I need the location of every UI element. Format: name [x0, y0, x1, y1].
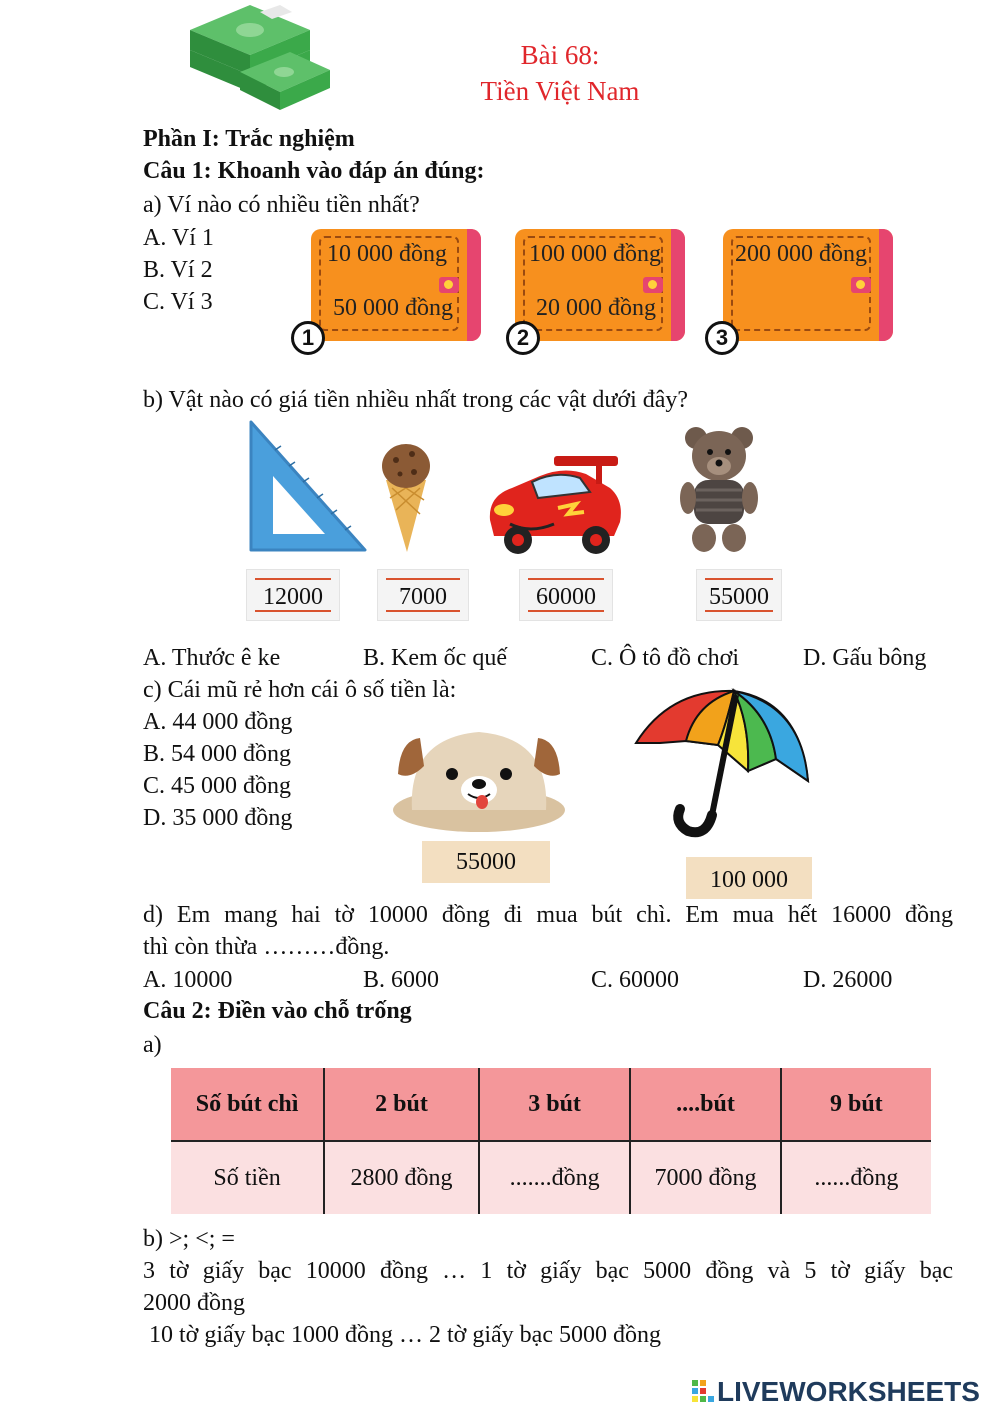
ice-cream-icon	[378, 440, 434, 555]
q1c-option-b[interactable]: B. 54 000 đồng	[143, 741, 292, 767]
q1b-option-c[interactable]: C. Ô tô đồ chơi	[591, 645, 740, 671]
wallet-2-number: 2	[506, 321, 540, 355]
wallet-clasp-icon	[643, 277, 663, 293]
wallet-3	[723, 229, 893, 341]
q1a-question: a) Ví nào có nhiều tiền nhất?	[143, 192, 420, 218]
lesson-number: Bài 68:	[520, 40, 600, 70]
q1a-option-c[interactable]: C. Ví 3	[143, 289, 213, 315]
q1d-option-b[interactable]: B. 6000	[363, 967, 440, 993]
set-square-icon	[245, 418, 370, 558]
q2b-line1: 3 tờ giấy bạc 10000 đồng … 1 tờ giấy bạc 5000 đồng và 5 tờ giấy bạc	[143, 1258, 953, 1284]
wallet-2-top-amount: 100 000 đồng	[529, 241, 661, 267]
table-cell: 2800 đồng	[324, 1141, 479, 1214]
q2b-line3: 10 tờ giấy bạc 1000 đồng … 2 tờ giấy bạc 5000 đồng	[143, 1322, 661, 1348]
wallet-3-top-amount: 200 000 đồng	[735, 241, 867, 267]
toy-car-icon	[484, 448, 626, 558]
price-tag-car: 60000	[519, 569, 613, 621]
wallet-clasp-icon	[439, 277, 459, 293]
q2b-line2: 2000 đồng	[143, 1290, 245, 1316]
q2-heading: Câu 2: Điền vào chỗ trống	[143, 998, 412, 1024]
q1b-question: b) Vật nào có giá tiền nhiều nhất trong các vật dưới đây?	[143, 387, 689, 413]
liveworksheets-brand: LIVEWORKSHEETS	[717, 1376, 980, 1407]
price-tag-ruler: 12000	[246, 569, 340, 621]
price-tag-umbrella: 100 000	[686, 857, 812, 899]
wallet-1-number: 1	[291, 321, 325, 355]
teddy-bear-icon	[680, 424, 758, 554]
price-tag-ice-cream: 7000	[377, 569, 469, 621]
price-tag-hat: 55000	[422, 841, 550, 883]
table-header-cell: 9 bút	[781, 1068, 931, 1141]
liveworksheets-logo-icon	[692, 1380, 714, 1404]
table-header-cell[interactable]: ....bút	[630, 1068, 780, 1141]
table-cell[interactable]: .......đồng	[479, 1141, 631, 1214]
wallet-1	[311, 229, 481, 341]
hat-icon	[390, 722, 568, 834]
part1-heading: Phần I: Trắc nghiệm	[143, 126, 355, 152]
wallet-1-top-amount: 10 000 đồng	[327, 241, 447, 267]
q1d-option-d[interactable]: D. 26000	[803, 967, 893, 993]
page-title: Tiền Việt Nam	[480, 76, 640, 106]
money-stack-icon	[180, 0, 330, 112]
q1a-option-b[interactable]: B. Ví 2	[143, 257, 213, 283]
q1c-option-a[interactable]: A. 44 000 đồng	[143, 709, 293, 735]
price-tag-teddy: 55000	[696, 569, 782, 621]
q1d-question-line1: d) Em mang hai tờ 10000 đồng đi mua bút chì. Em mua hết 16000 đồng	[143, 902, 953, 928]
q1c-option-d[interactable]: D. 35 000 đồng	[143, 805, 293, 831]
q2a-label: a)	[143, 1032, 162, 1058]
q1b-option-b[interactable]: B. Kem ốc quế	[363, 645, 507, 671]
table-header-cell: Số bút chì	[171, 1068, 324, 1141]
q1b-option-d[interactable]: D. Gấu bông	[803, 645, 927, 671]
q1d-option-a[interactable]: A. 10000	[143, 967, 233, 993]
wallet-2-bottom-amount: 20 000 đồng	[536, 295, 656, 321]
q1d-question-line2: thì còn thừa ………đồng.	[143, 934, 390, 960]
table-header-cell: 3 bút	[479, 1068, 631, 1141]
table-cell: Số tiền	[171, 1141, 324, 1214]
table-header-cell: 2 bút	[324, 1068, 479, 1141]
q1d-option-c[interactable]: C. 60000	[591, 967, 680, 993]
q1-heading: Câu 1: Khoanh vào đáp án đúng:	[143, 158, 485, 184]
q2b-label: b) >; <; =	[143, 1226, 235, 1252]
wallet-3-number: 3	[705, 321, 739, 355]
wallet-clasp-icon	[851, 277, 871, 293]
table-row	[171, 1141, 931, 1214]
pencil-price-table	[171, 1068, 931, 1214]
wallet-2	[515, 229, 685, 341]
q1b-option-a[interactable]: A. Thước ê ke	[143, 645, 281, 671]
table-cell[interactable]: ......đồng	[781, 1141, 931, 1214]
q1c-question: c) Cái mũ rẻ hơn cái ô số tiền là:	[143, 677, 457, 703]
table-cell: 7000 đồng	[630, 1141, 780, 1214]
table-header-row	[171, 1068, 931, 1141]
q1a-option-a[interactable]: A. Ví 1	[143, 225, 214, 251]
liveworksheets-logo	[692, 1376, 980, 1408]
q1c-option-c[interactable]: C. 45 000 đồng	[143, 773, 292, 799]
umbrella-icon	[630, 685, 810, 843]
wallet-1-bottom-amount: 50 000 đồng	[333, 295, 453, 321]
